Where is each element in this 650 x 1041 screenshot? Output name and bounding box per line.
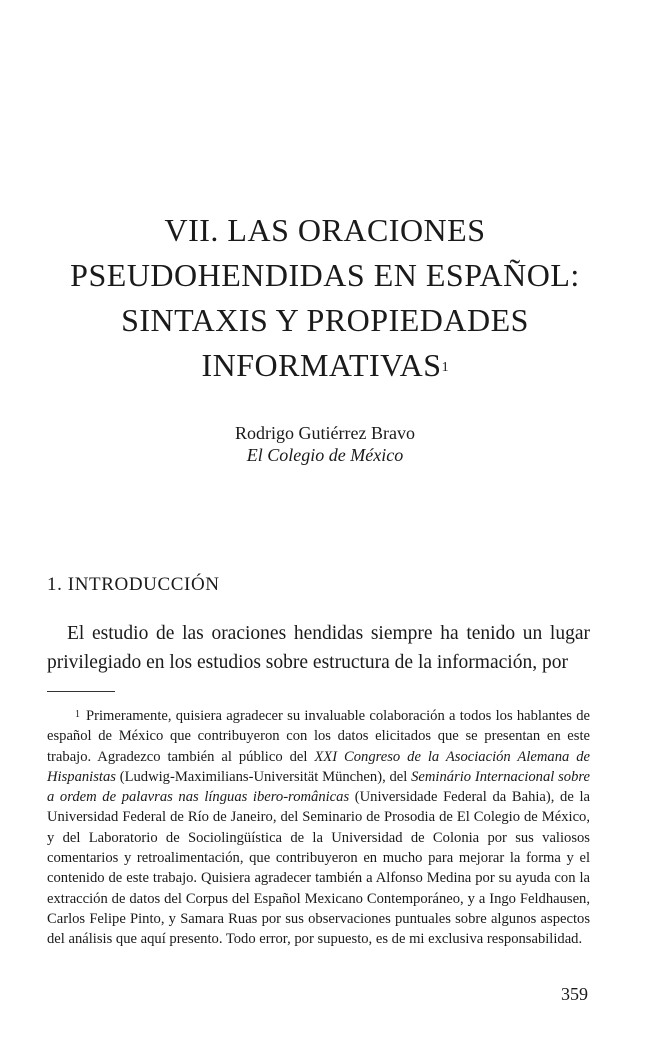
footnote-seminar-title: Seminário Internacional sobre a ordem de palavras nas línguas ibero-românicas: [47, 768, 590, 806]
title-line-4: [40, 343, 610, 388]
footnote: [47, 706, 590, 950]
footnote-text-2: (Ludwig-Maximilians-Universität München), del: [115, 768, 412, 785]
footnote-text-1: Primeramente, quisiera agradecer su invaluable colaboración a todos los hablantes de español de México que contribuyeron con los datos elicitados que se presentan en este trabajo. Agradezco también al público del: [47, 708, 590, 765]
footnote-marker: 1: [75, 709, 80, 720]
chapter-title: [40, 208, 610, 388]
title-line-1: VII. LAS ORACIONES: [164, 212, 486, 248]
page-number: 359: [561, 984, 588, 1004]
body-paragraph: El estudio de las oraciones hendidas siempre ha tenido un lugar privilegiado en los estudios sobre estructura de la información, por: [47, 623, 590, 673]
section-heading: 1. INTRODUCCIÓN: [47, 574, 220, 595]
title-line-3: SINTAXIS Y PROPIEDADES: [121, 302, 529, 338]
footnote-congress-title: XXI Congreso de la Asociación Alemana de Hispanistas: [47, 748, 590, 785]
title-line-2: PSEUDOHENDIDAS EN ESPAÑOL:: [70, 257, 580, 293]
title-line-4-text: INFORMATIVAS: [201, 347, 442, 383]
footnote-text-3: (Universidade Federal da Bahia), de la Universidad Federal de Río de Janeiro, del Seminario de Prosodia de El Colegio de México, y del Laboratorio de Sociolingüística de la Universidad de Colonia por sus valiosos comentarios y retroalimentación, que contribuyeron en mucho para mejorar la forma y el contenido de este trabajo. Quisiera agradecer también a Alfonso Medina por su ayuda con la extracción de datos del Corpus del Español Mexicano Contemporáneo, y a Ingo Feldhausen, Carlos Felipe Pinto, y Samara Ruas por sus observaciones puntuales sobre algunos aspectos del análisis que aquí presento. Todo error, por supuesto, es de mi exclusiva responsabilidad.: [47, 789, 590, 948]
title-footnote-reference[interactable]: 1: [441, 360, 449, 375]
footnote-separator: [47, 691, 115, 692]
author-name: Rodrigo Gutiérrez Bravo: [235, 423, 415, 443]
author-affiliation: El Colegio de México: [246, 445, 404, 465]
